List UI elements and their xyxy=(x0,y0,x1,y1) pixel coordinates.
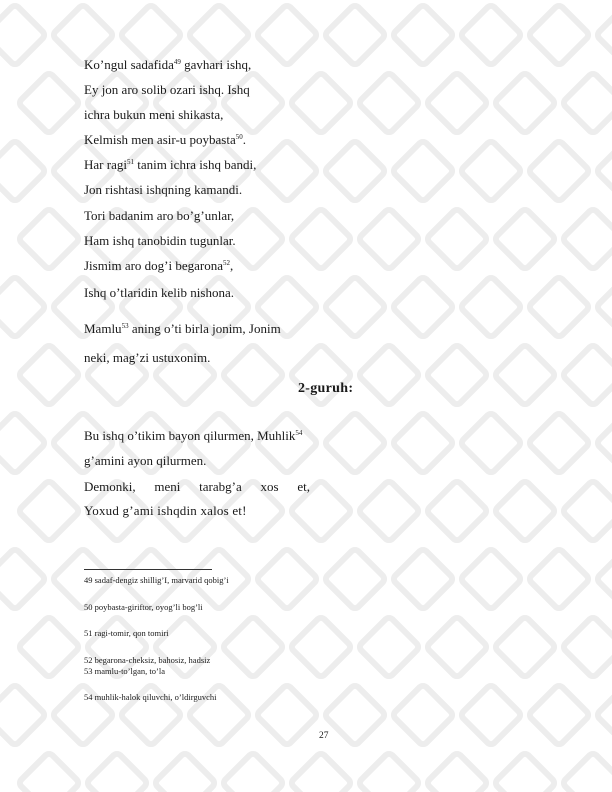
watermark-diamond xyxy=(592,544,612,615)
watermark-diamond xyxy=(0,408,50,479)
watermark-diamond xyxy=(320,408,391,479)
watermark-diamond xyxy=(592,408,612,479)
watermark-diamond xyxy=(48,680,119,751)
watermark-diamond xyxy=(286,204,357,275)
watermark-diamond xyxy=(218,68,289,139)
watermark-diamond xyxy=(456,0,527,70)
watermark-diamond xyxy=(82,68,153,139)
watermark-diamond xyxy=(252,0,323,70)
poem-line: Ko’ngul sadafida$^{49}$ gavhari ishq, xyxy=(84,57,252,72)
poem-line: g’amini ayon qilurmen. xyxy=(84,453,207,468)
watermark-diamond xyxy=(592,136,612,207)
footnote: 52 begarona-cheksiz, bahosiz, hadsiz xyxy=(84,655,211,665)
watermark-diamond xyxy=(558,612,612,683)
watermark-diamond xyxy=(456,544,527,615)
footnote: 51 ragi-tomir, qon tomiri xyxy=(84,628,169,638)
watermark-diamond xyxy=(14,476,85,547)
watermark-diamond xyxy=(592,680,612,751)
watermark-diamond xyxy=(320,0,391,70)
watermark-diamond xyxy=(286,748,357,792)
watermark-diamond xyxy=(524,544,595,615)
watermark-diamond xyxy=(524,272,595,343)
watermark-diamond xyxy=(354,340,425,411)
watermark-diamond xyxy=(286,340,357,411)
watermark-diamond xyxy=(558,68,612,139)
watermark-diamond xyxy=(422,476,493,547)
watermark-diamond xyxy=(592,272,612,343)
watermark-diamond xyxy=(558,476,612,547)
watermark-diamond xyxy=(14,68,85,139)
page-number: 27 xyxy=(319,731,329,741)
watermark-diamond xyxy=(490,476,561,547)
watermark-diamond xyxy=(116,680,187,751)
watermark-diamond xyxy=(252,544,323,615)
footnote: 53 mamlu-to’lgan, to’la xyxy=(84,666,165,676)
watermark-diamond xyxy=(456,680,527,751)
poem-line: Ishq o’tlaridin kelib nishona. xyxy=(84,285,234,300)
poem-line: Ey jon aro solib ozari ishq. Ishq xyxy=(84,82,250,97)
poem-line: Ham ishq tanobidin tugunlar. xyxy=(84,233,236,248)
watermark-diamond xyxy=(558,340,612,411)
poem-line: Mamlu$^{53}$ aning o’ti birla jonim, Jonim xyxy=(84,321,281,336)
watermark-diamond xyxy=(524,136,595,207)
watermark-diamond xyxy=(422,68,493,139)
watermark-diamond xyxy=(490,68,561,139)
poem-line: ichra bukun meni shikasta, xyxy=(84,107,224,122)
watermark-diamond xyxy=(592,0,612,70)
poem-line-justified: Demonki, meni tarabg’a xos et, xyxy=(84,479,310,494)
watermark-diamond xyxy=(354,748,425,792)
poem-line: Bu ishq o’tikim bayon qilurmen, Muhlik$^{54}$ xyxy=(84,428,303,443)
poem-line: Har ragi$^{51}$ tanim ichra ishq bandi, xyxy=(84,157,257,172)
watermark-diamond xyxy=(456,408,527,479)
watermark-diamond xyxy=(320,680,391,751)
watermark-diamond xyxy=(252,136,323,207)
footnote: 54 muhlik-halok qiluvchi, o’ldirguvchi xyxy=(84,692,217,702)
watermark-diamond xyxy=(218,748,289,792)
watermark-diamond xyxy=(388,136,459,207)
watermark-diamond xyxy=(524,680,595,751)
watermark-diamond xyxy=(320,544,391,615)
watermark-diamond xyxy=(422,204,493,275)
watermark-diamond xyxy=(422,612,493,683)
watermark-diamond xyxy=(14,204,85,275)
poem-line: Jismim aro dog’i begarona$^{52}$, xyxy=(84,258,234,273)
watermark-diamond xyxy=(388,408,459,479)
watermark-diamond xyxy=(14,748,85,792)
watermark-diamond xyxy=(218,340,289,411)
watermark-diamond xyxy=(14,340,85,411)
watermark-diamond xyxy=(456,136,527,207)
footnote: 49 sadaf-dengiz shillig’I, marvarid qobig’i xyxy=(84,575,229,585)
watermark-diamond xyxy=(524,408,595,479)
footnote: 50 poybasta-giriftor, oyog’li bog’li xyxy=(84,602,203,612)
watermark-diamond xyxy=(286,612,357,683)
watermark-diamond xyxy=(320,272,391,343)
watermark-diamond xyxy=(286,68,357,139)
watermark-diamond xyxy=(558,204,612,275)
watermark-diamond xyxy=(354,68,425,139)
watermark-diamond xyxy=(150,68,221,139)
watermark-diamond xyxy=(388,544,459,615)
watermark-diamond xyxy=(0,136,50,207)
watermark-diamond xyxy=(150,748,221,792)
poem-line: neki, mag’zi ustuxonim. xyxy=(84,350,211,365)
poem-line: Jon rishtasi ishqning kamandi. xyxy=(84,182,243,197)
watermark-diamond xyxy=(388,272,459,343)
watermark-diamond xyxy=(558,748,612,792)
watermark-diamond xyxy=(422,340,493,411)
watermark-diamond xyxy=(490,612,561,683)
watermark-diamond xyxy=(422,748,493,792)
poem-line: Kelmish men asir-u poybasta$^{50}$. xyxy=(84,132,246,147)
watermark-diamond xyxy=(456,272,527,343)
watermark-diamond xyxy=(490,204,561,275)
watermark-diamond xyxy=(0,680,50,751)
poem-line: Tori badanim aro bo’g’unlar, xyxy=(84,208,235,223)
watermark-diamond xyxy=(388,680,459,751)
watermark-diamond xyxy=(354,204,425,275)
section-heading: 2-guruh: xyxy=(298,381,354,396)
watermark-diamond xyxy=(524,0,595,70)
watermark-diamond xyxy=(0,0,50,70)
watermark-diamond xyxy=(388,0,459,70)
watermark-diamond xyxy=(0,544,50,615)
watermark-diamond xyxy=(490,748,561,792)
watermark-diamond xyxy=(490,340,561,411)
watermark-diamond xyxy=(184,680,255,751)
watermark-diamond xyxy=(320,136,391,207)
footnote-divider xyxy=(84,569,212,570)
watermark-diamond xyxy=(82,748,153,792)
watermark-diamond xyxy=(354,476,425,547)
watermark-diamond xyxy=(0,272,50,343)
poem-line: Yoxud g’ami ishqdin xalos et! xyxy=(84,503,247,518)
watermark-diamond xyxy=(218,612,289,683)
watermark-diamond xyxy=(14,612,85,683)
watermark-diamond xyxy=(354,612,425,683)
watermark-diamond xyxy=(252,680,323,751)
